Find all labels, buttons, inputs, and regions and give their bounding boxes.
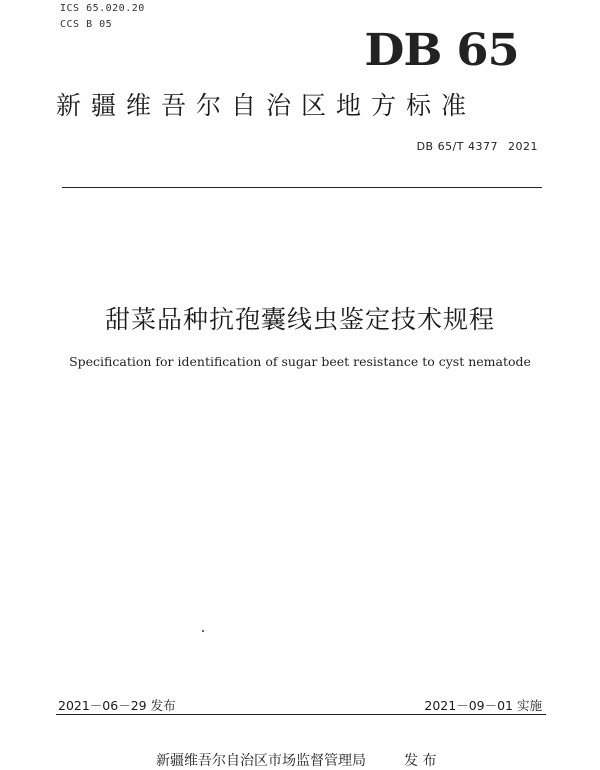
publish-date: 2021－06－29 发布 [58,698,176,713]
logo-text: DB 65 [364,25,519,76]
issue-word: 发 布 [404,753,437,769]
scan-speck [202,630,204,632]
ccs-code: CCS B 05 [60,19,113,30]
footer-divider [56,714,546,715]
page-subtitle-en: Specification for identification of sugar beet resistance to cyst nematode [69,354,531,369]
ics-code: ICS 65.020.20 [60,3,145,14]
db65-logo [364,25,558,76]
issuer-name: 新疆维吾尔自治区市场监督管理局 [156,753,366,769]
page-title: 甜菜品种抗孢囊线虫鉴定技术规程 [104,305,495,334]
issuer-line [156,750,436,770]
standard-number: DB 65/T 4377 2021 [416,140,538,153]
standard-class-title: 新疆维吾尔自治区地方标准 [56,91,477,120]
header-divider [62,187,542,188]
implement-date: 2021－09－01 实施 [424,698,542,713]
